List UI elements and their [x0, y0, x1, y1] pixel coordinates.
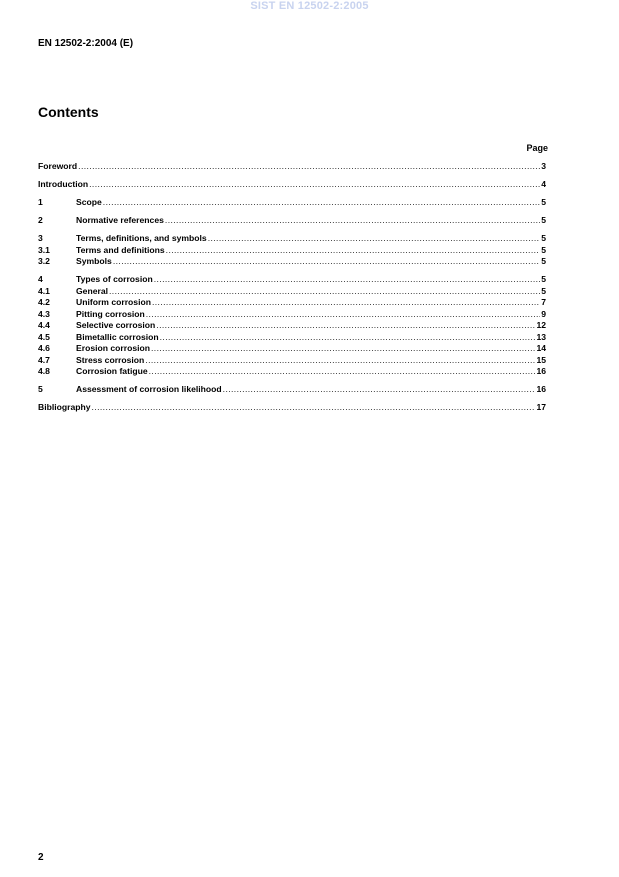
toc-page: 14: [536, 343, 546, 353]
toc-leader: [151, 343, 535, 355]
toc-page: 5: [541, 197, 546, 207]
toc-number: 4.2: [38, 297, 50, 307]
toc-number: 3: [38, 233, 43, 243]
toc-title: Types of corrosion: [76, 274, 153, 284]
toc-leader: [146, 309, 540, 321]
toc-leader: [223, 384, 536, 396]
toc-page: 15: [536, 354, 546, 365]
toc-page: 16: [536, 366, 546, 376]
toc-entry-bimetallic-corrosion[interactable]: [38, 332, 546, 344]
toc-leader: [160, 332, 536, 344]
toc-title: Scope: [76, 197, 102, 207]
toc-page: 5: [541, 256, 546, 266]
toc-title: Corrosion fatigue: [76, 366, 148, 376]
toc-entry-assessment-of-corrosion-likelihood[interactable]: [38, 384, 546, 396]
page-number: 2: [38, 852, 44, 863]
toc-title: General: [76, 285, 109, 296]
toc-entry-scope[interactable]: [38, 197, 546, 209]
toc-leader: [154, 274, 541, 286]
toc-number: 5: [38, 384, 43, 394]
toc-leader: [113, 256, 540, 268]
toc-number: 4.8: [38, 366, 50, 376]
toc-page: 5: [541, 215, 546, 225]
toc-page: 5: [541, 244, 546, 255]
toc-leader: [149, 366, 536, 378]
toc-leader: [208, 233, 541, 245]
toc-entry-selective-corrosion[interactable]: [38, 320, 546, 332]
toc-page: 5: [541, 233, 546, 243]
toc-page: 7: [541, 297, 546, 307]
toc-page: 17: [536, 402, 546, 412]
toc-title: Normative references: [76, 215, 164, 225]
toc-page: 5: [541, 274, 546, 284]
toc-number: 4.7: [38, 354, 50, 365]
toc-page: 4: [541, 179, 546, 189]
toc-title: Stress corrosion: [76, 354, 145, 365]
toc-page: 13: [536, 331, 546, 342]
toc-page: 12: [536, 320, 546, 330]
toc-title: Pitting corrosion: [76, 308, 145, 319]
toc-entry-types-of-corrosion[interactable]: [38, 274, 546, 286]
toc-entry-introduction[interactable]: [38, 179, 546, 191]
toc-leader: [166, 245, 541, 257]
toc-entry-normative-references[interactable]: [38, 215, 546, 227]
toc-entry-terms-definitions-symbols[interactable]: [38, 233, 546, 245]
toc-number: 3.1: [38, 244, 50, 255]
toc-title: Bibliography: [38, 402, 91, 412]
toc-page: 9: [541, 308, 546, 319]
toc-page: 3: [541, 161, 546, 171]
toc-title: Assessment of corrosion likelihood: [76, 384, 222, 394]
toc-title: Uniform corrosion: [76, 297, 151, 307]
toc-entry-corrosion-fatigue[interactable]: [38, 366, 546, 378]
toc-page: 5: [541, 285, 546, 296]
toc-leader: [89, 179, 540, 191]
toc-entry-terms-and-definitions[interactable]: [38, 245, 546, 257]
toc-title: Introduction: [38, 179, 89, 189]
toc-entry-erosion-corrosion[interactable]: [38, 343, 546, 355]
toc-leader: [78, 161, 540, 173]
toc-leader: [145, 355, 535, 367]
document-id: EN 12502-2:2004 (E): [38, 38, 134, 49]
toc-number: 4: [38, 274, 43, 284]
toc-title: Bimetallic corrosion: [76, 331, 159, 342]
toc-leader: [165, 215, 540, 227]
toc-number: 4.5: [38, 331, 50, 342]
toc-number: 4.6: [38, 343, 50, 353]
table-of-contents: [38, 161, 546, 414]
toc-entry-bibliography[interactable]: [38, 402, 546, 414]
toc-title: Foreword: [38, 161, 78, 171]
toc-leader: [92, 402, 536, 414]
toc-title: Symbols: [76, 256, 112, 266]
toc-number: 3.2: [38, 256, 50, 266]
toc-number: 4.3: [38, 308, 50, 319]
toc-page: 16: [536, 384, 546, 394]
toc-leader: [152, 297, 540, 309]
toc-number: 1: [38, 197, 43, 207]
toc-title: Terms, definitions, and symbols: [76, 233, 207, 243]
toc-entry-foreword[interactable]: [38, 161, 546, 173]
watermark-text: SIST EN 12502-2:2005: [250, 0, 369, 12]
toc-entry-uniform-corrosion[interactable]: [38, 297, 546, 309]
toc-number: 4.1: [38, 285, 50, 296]
toc-title: Terms and definitions: [76, 244, 165, 255]
page-column-label: Page: [526, 143, 548, 153]
toc-number: 2: [38, 215, 43, 225]
toc-entry-symbols[interactable]: [38, 256, 546, 268]
toc-leader: [156, 320, 535, 332]
toc-leader: [109, 286, 540, 298]
toc-entry-stress-corrosion[interactable]: [38, 355, 546, 367]
toc-leader: [103, 197, 540, 209]
toc-entry-general[interactable]: [38, 286, 546, 298]
toc-title: Selective corrosion: [76, 320, 156, 330]
toc-entry-pitting-corrosion[interactable]: [38, 309, 546, 321]
toc-number: 4.4: [38, 320, 50, 330]
contents-heading: Contents: [38, 104, 99, 120]
toc-title: Erosion corrosion: [76, 343, 151, 353]
